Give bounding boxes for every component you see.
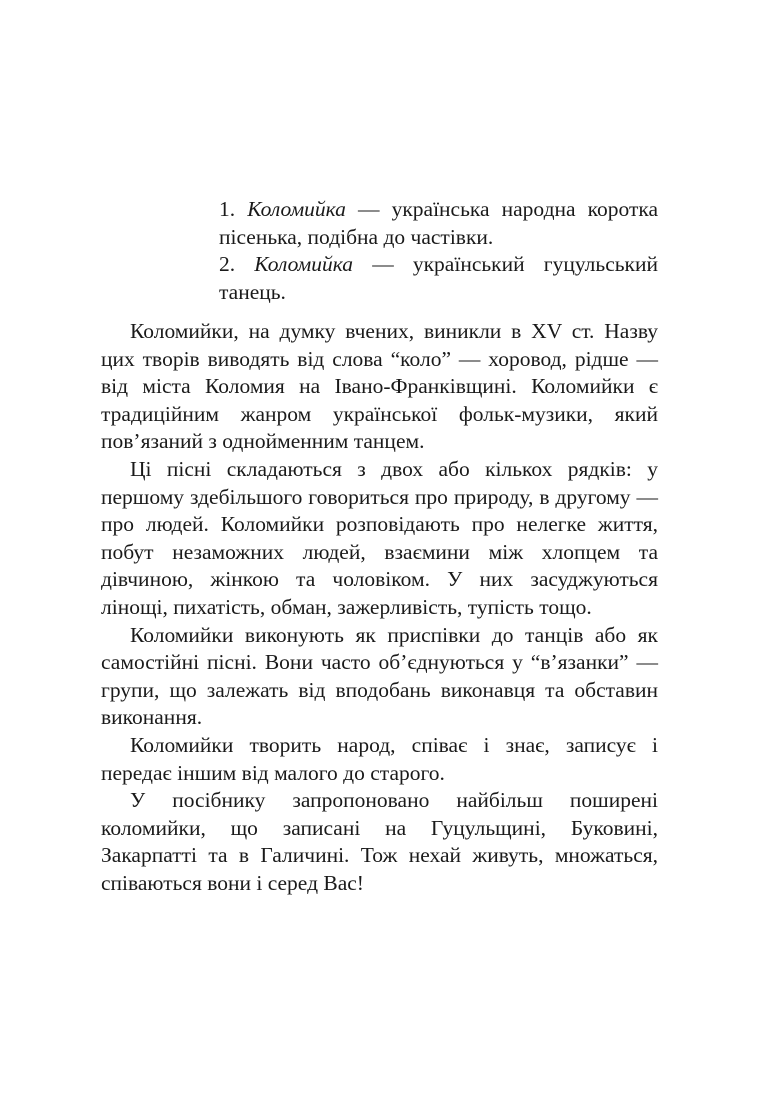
paragraph: Коломийки, на думку вчених, виникли в XV ст. Назву цих творів виводять від слова “коло” — хоровод, рідше — від міста Коломия на Івано-Франківщині. Коломийки є традиційним жанром української фольк-музики, який пов’язаний з однойменним танцем. bbox=[101, 319, 658, 454]
definition-number: 1. bbox=[219, 197, 236, 221]
definition-text: — український гуцульський танець. bbox=[219, 252, 659, 304]
definitions-block bbox=[219, 196, 658, 306]
paragraph: Ці пісні складаються з двох або кількох рядків: у першому здебільшого говориться про природу, в другому — про людей. Коломийки розповідають про нелегке життя, побут незаможних людей, взаємини між хлопцем та дівчиною, жінкою та чоловіком. У них засуджуються лінощі, пихатість, обман, зажерливість, тупість тощо. bbox=[101, 456, 658, 619]
paragraph: У посібнику запропоновано найбільш поширені коломийки, що записані на Гуцульщині, Буковині, Закарпатті та в Галичині. Тож нехай живуть, множаться, співаються вони і серед Вас! bbox=[101, 788, 658, 895]
definition-number: 2. bbox=[219, 252, 236, 276]
definition-item bbox=[219, 251, 658, 306]
body-text bbox=[101, 318, 658, 897]
definition-text: — українська народна коротка пісенька, подібна до частівки. bbox=[219, 197, 659, 249]
definition-term: Коломийка bbox=[247, 197, 346, 221]
paragraph: Коломийки виконують як приспівки до танців або як самостійні пісні. Вони часто об’єднуються у “в’язанки” — групи, що залежать від вподобань виконавця та обставин виконання. bbox=[101, 622, 658, 730]
definition-term: Коломийка bbox=[254, 252, 354, 276]
paragraph: Коломийки творить народ, співає і знає, записує і передає іншим від малого до старого. bbox=[101, 732, 658, 785]
definition-item bbox=[219, 196, 658, 251]
